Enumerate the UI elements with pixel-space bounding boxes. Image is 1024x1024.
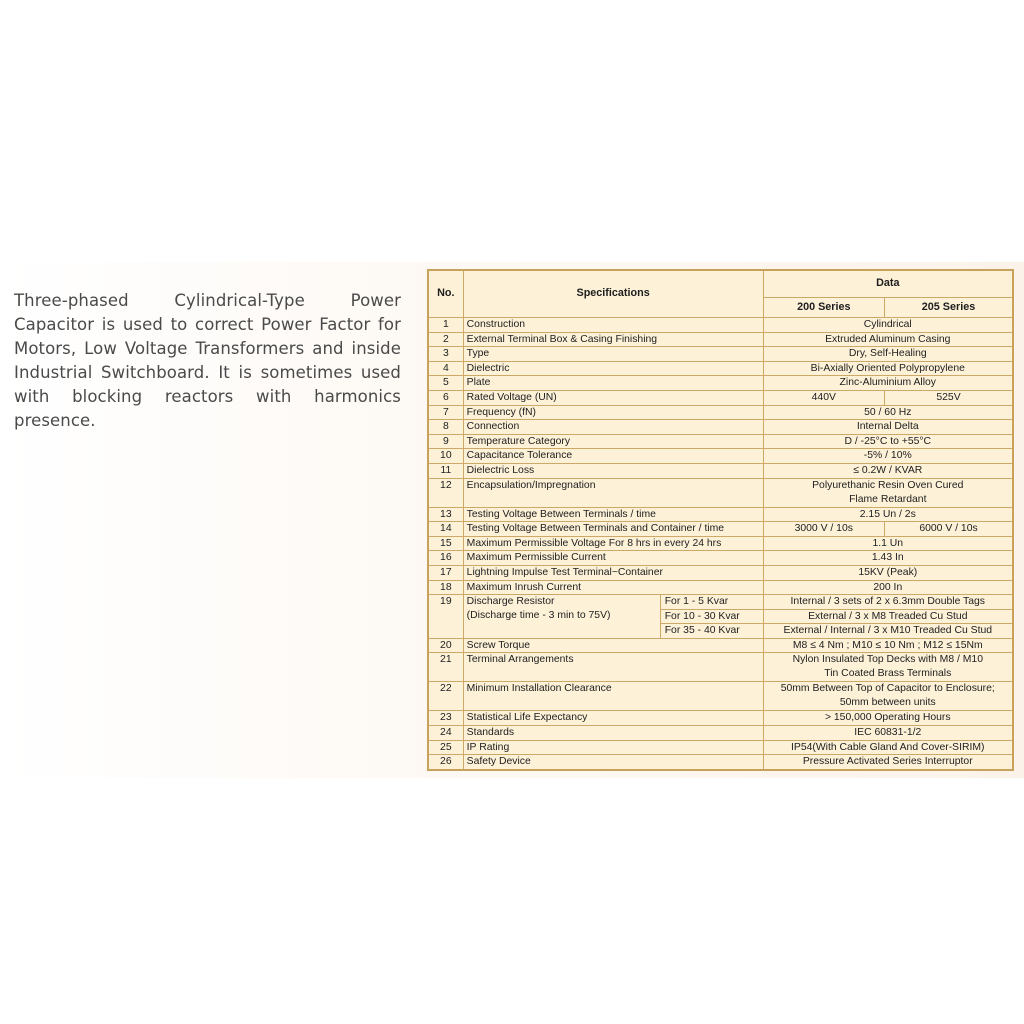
spec-value-200-series: 3000 V / 10s xyxy=(763,522,884,537)
spec-value: 50 / 60 Hz xyxy=(763,405,1013,420)
spec-value-200-series: 440V xyxy=(763,390,884,405)
spec-value: IP54(With Cable Gland And Cover-SIRIM) xyxy=(763,740,1013,755)
table-row xyxy=(428,347,1013,362)
row-number: 25 xyxy=(428,740,463,755)
spec-name: Terminal Arrangements xyxy=(463,653,763,682)
row-number: 16 xyxy=(428,551,463,566)
row-number: 14 xyxy=(428,522,463,537)
table-row xyxy=(428,580,1013,595)
table-row xyxy=(428,551,1013,566)
row-number: 26 xyxy=(428,755,463,770)
table-row xyxy=(428,449,1013,464)
spec-name: Rated Voltage (UN) xyxy=(463,390,763,405)
value-line: Nylon Insulated Top Decks with M8 / M10 xyxy=(792,654,983,666)
spec-name: Statistical Life Expectancy xyxy=(463,711,763,726)
spec-value xyxy=(763,478,1013,507)
spec-value: Internal Delta xyxy=(763,420,1013,435)
table-row xyxy=(428,638,1013,653)
table-row xyxy=(428,653,1013,682)
spec-name: Temperature Category xyxy=(463,434,763,449)
spec-name: Plate xyxy=(463,376,763,391)
spec-value: External / 3 x M8 Treaded Cu Stud xyxy=(763,609,1013,624)
spec-line: (Discharge time - 3 min to 75V) xyxy=(466,609,611,621)
table-row xyxy=(428,522,1013,537)
row-number: 4 xyxy=(428,361,463,376)
row-number: 15 xyxy=(428,536,463,551)
row-number: 17 xyxy=(428,565,463,580)
row-number: 21 xyxy=(428,653,463,682)
row-number: 20 xyxy=(428,638,463,653)
spec-name: Encapsulation/Impregnation xyxy=(463,478,763,507)
table-row xyxy=(428,507,1013,522)
spec-name: Testing Voltage Between Terminals and Container / time xyxy=(463,522,763,537)
discharge-range: For 10 - 30 Kvar xyxy=(660,609,763,624)
table-row xyxy=(428,711,1013,726)
row-number: 9 xyxy=(428,434,463,449)
spec-name: External Terminal Box & Casing Finishing xyxy=(463,332,763,347)
discharge-range: For 35 - 40 Kvar xyxy=(660,624,763,639)
table-row xyxy=(428,420,1013,435)
table-row xyxy=(428,565,1013,580)
row-number: 10 xyxy=(428,449,463,464)
row-number: 13 xyxy=(428,507,463,522)
spec-value: 2.15 Un / 2s xyxy=(763,507,1013,522)
spec-value: Bi-Axially Oriented Polypropylene xyxy=(763,361,1013,376)
spec-name: Screw Torque xyxy=(463,638,763,653)
table-row xyxy=(428,332,1013,347)
table-row xyxy=(428,361,1013,376)
spec-table xyxy=(427,269,1014,771)
table-row xyxy=(428,682,1013,711)
spec-name: Type xyxy=(463,347,763,362)
spec-value: External / Internal / 3 x M10 Treaded Cu Stud xyxy=(763,624,1013,639)
spec-value: 200 In xyxy=(763,580,1013,595)
spec-name: Frequency (fN) xyxy=(463,405,763,420)
spec-name: Minimum Installation Clearance xyxy=(463,682,763,711)
spec-value: ≤ 0.2W / KVAR xyxy=(763,463,1013,478)
row-number: 6 xyxy=(428,390,463,405)
spec-name xyxy=(463,595,660,639)
spec-value: Zinc-Aluminium Alloy xyxy=(763,376,1013,391)
value-line: 50mm Between Top of Capacitor to Enclosure; xyxy=(780,683,995,695)
row-number: 24 xyxy=(428,726,463,741)
spec-name: Connection xyxy=(463,420,763,435)
intro-paragraph: Three-phased Cylindrical-Type Power Capacitor is used to correct Power Factor for Motors, Low Voltage Transformers and inside Industrial Switchboard. It is sometimes used with blocking reactors with harmonics presence. xyxy=(14,290,401,430)
spec-name: Standards xyxy=(463,726,763,741)
value-line: Flame Retardant xyxy=(849,493,927,505)
spec-value: 1.43 In xyxy=(763,551,1013,566)
spec-name: Safety Device xyxy=(463,755,763,770)
header-data: Data xyxy=(763,270,1013,298)
spec-value: Pressure Activated Series Interruptor xyxy=(763,755,1013,770)
table-row xyxy=(428,726,1013,741)
spec-value: Internal / 3 sets of 2 x 6.3mm Double Tags xyxy=(763,595,1013,610)
header-200-series: 200 Series xyxy=(763,298,884,318)
spec-name: Dielectric Loss xyxy=(463,463,763,478)
row-number: 18 xyxy=(428,580,463,595)
spec-line: Discharge Resistor xyxy=(466,596,555,608)
spec-name: Testing Voltage Between Terminals / time xyxy=(463,507,763,522)
spec-name: Lightning Impulse Test Terminal~Container xyxy=(463,565,763,580)
spec-value: -5% / 10% xyxy=(763,449,1013,464)
table-row xyxy=(428,740,1013,755)
spec-value: 15KV (Peak) xyxy=(763,565,1013,580)
value-line: Polyurethanic Resin Oven Cured xyxy=(812,479,964,491)
row-number: 7 xyxy=(428,405,463,420)
row-number: 1 xyxy=(428,318,463,333)
value-line: Tin Coated Brass Terminals xyxy=(824,668,952,680)
spec-name: Maximum Permissible Current xyxy=(463,551,763,566)
spec-name: Capacitance Tolerance xyxy=(463,449,763,464)
spec-value: IEC 60831-1/2 xyxy=(763,726,1013,741)
row-number: 23 xyxy=(428,711,463,726)
spec-value-205-series: 6000 V / 10s xyxy=(885,522,1013,537)
spec-table-body xyxy=(428,318,1013,770)
row-number: 12 xyxy=(428,478,463,507)
row-number: 8 xyxy=(428,420,463,435)
header-205-series: 205 Series xyxy=(885,298,1013,318)
spec-value: Cylindrical xyxy=(763,318,1013,333)
table-row xyxy=(428,755,1013,770)
spec-value: D / -25°C to +55°C xyxy=(763,434,1013,449)
spec-name: Maximum Inrush Current xyxy=(463,580,763,595)
table-row xyxy=(428,405,1013,420)
spec-value xyxy=(763,682,1013,711)
spec-value-205-series: 525V xyxy=(885,390,1013,405)
header-no: No. xyxy=(428,270,463,318)
header-specifications: Specifications xyxy=(463,270,763,318)
row-number: 5 xyxy=(428,376,463,391)
table-row xyxy=(428,595,1013,610)
table-row xyxy=(428,536,1013,551)
value-line: 50mm between units xyxy=(839,697,936,709)
spec-name: IP Rating xyxy=(463,740,763,755)
spec-name: Dielectric xyxy=(463,361,763,376)
table-row xyxy=(428,463,1013,478)
row-number: 2 xyxy=(428,332,463,347)
spec-value: > 150,000 Operating Hours xyxy=(763,711,1013,726)
spec-value: 1.1 Un xyxy=(763,536,1013,551)
table-row xyxy=(428,390,1013,405)
spec-value: Extruded Aluminum Casing xyxy=(763,332,1013,347)
row-number: 11 xyxy=(428,463,463,478)
row-number: 22 xyxy=(428,682,463,711)
spec-name: Maximum Permissible Voltage For 8 hrs in every 24 hrs xyxy=(463,536,763,551)
spec-value: M8 ≤ 4 Nm ; M10 ≤ 10 Nm ; M12 ≤ 15Nm xyxy=(763,638,1013,653)
spec-name: Construction xyxy=(463,318,763,333)
spec-value: Dry, Self-Healing xyxy=(763,347,1013,362)
row-number: 3 xyxy=(428,347,463,362)
row-number: 19 xyxy=(428,595,463,639)
table-row xyxy=(428,478,1013,507)
discharge-range: For 1 - 5 Kvar xyxy=(660,595,763,610)
spec-value xyxy=(763,653,1013,682)
table-row xyxy=(428,318,1013,333)
table-row xyxy=(428,376,1013,391)
table-row xyxy=(428,434,1013,449)
